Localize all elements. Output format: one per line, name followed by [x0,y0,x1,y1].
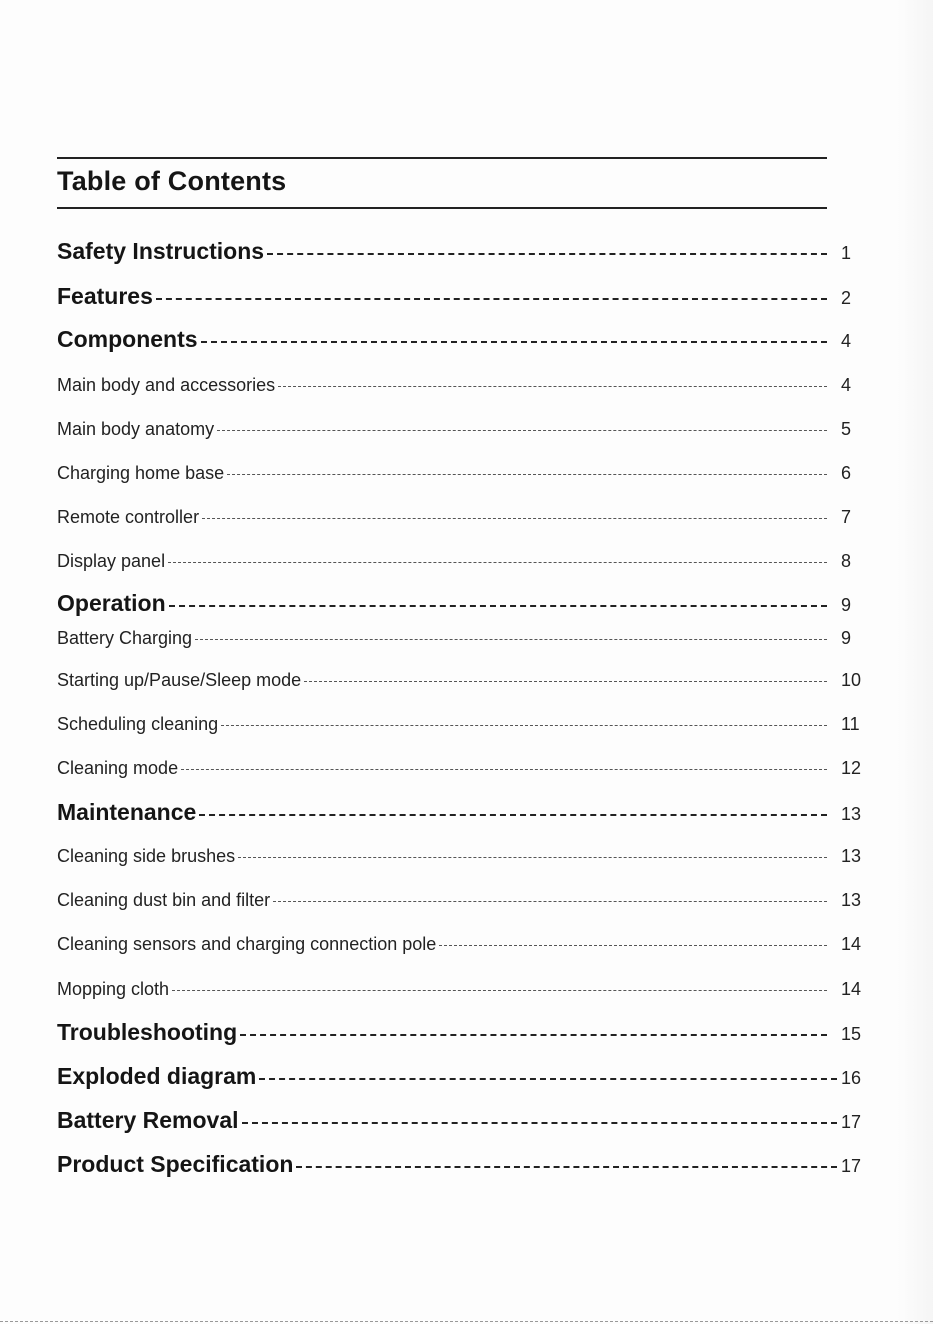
toc-entry-mopping-cloth[interactable] [57,979,867,1000]
toc-dot-leader [304,681,827,682]
toc-entry-charging-home-base[interactable] [57,463,867,484]
toc-entry-operation[interactable] [57,590,867,617]
toc-entry-label: Cleaning sensors and charging connection pole [57,934,437,954]
toc-entry-battery-charging[interactable] [57,628,867,649]
toc-entry-battery-removal[interactable] [57,1107,867,1134]
toc-dot-leader [168,562,827,563]
toc-page-number: 17 [841,1156,862,1176]
toc-page-number: 4 [841,375,852,395]
toc-entry-cleaning-sensors-and-charging-connection-pole[interactable] [57,934,867,955]
toc-page-number: 6 [841,463,852,483]
toc-dot-leader [195,639,827,640]
toc-dot-leader [238,857,827,858]
toc-entry-remote-controller[interactable] [57,507,867,528]
toc-dot-leader [240,1034,827,1036]
toc-page-number: 17 [841,1112,862,1132]
toc-page-number: 2 [841,288,852,308]
toc-entry-cleaning-dust-bin-and-filter[interactable] [57,890,867,911]
toc-page-number: 12 [841,758,862,778]
toc-dot-leader [199,814,827,816]
toc-page-number: 5 [841,419,852,439]
toc-page-number: 9 [841,628,852,648]
toc-entry-label: Main body anatomy [57,419,215,439]
toc-page-number: 4 [841,331,852,351]
toc-entry-cleaning-mode[interactable] [57,758,867,779]
toc-entry-display-panel[interactable] [57,551,867,572]
toc-entry-cleaning-side-brushes[interactable] [57,846,867,867]
toc-page-number: 13 [841,890,862,910]
toc-entry-components[interactable] [57,326,867,353]
toc-entry-label: Troubleshooting [57,1019,238,1045]
toc-dot-leader [267,253,827,255]
toc-dot-leader [242,1122,837,1124]
toc-entry-label: Safety Instructions [57,238,265,264]
toc-entry-label: Display panel [57,551,166,571]
toc-dot-leader [221,725,827,726]
toc-entry-label: Starting up/Pause/Sleep mode [57,670,302,690]
toc-page-number: 11 [841,714,860,734]
toc-dot-leader [227,474,827,475]
toc-dot-leader [156,298,827,300]
toc-entry-features[interactable] [57,283,867,310]
toc-page-number: 16 [841,1068,862,1088]
toc-entry-main-body-anatomy[interactable] [57,419,867,440]
toc-dot-leader [259,1078,837,1080]
toc-entry-label: Battery Removal [57,1107,239,1133]
toc-dot-leader [172,990,827,991]
toc-dot-leader [439,945,827,946]
toc-dot-leader [278,386,827,387]
toc-page-number: 13 [841,846,862,866]
toc-entry-label: Cleaning side brushes [57,846,236,866]
toc-entry-label: Components [57,326,198,352]
toc-dot-leader [181,769,827,770]
toc-entry-product-specification[interactable] [57,1151,867,1178]
toc-entry-troubleshooting[interactable] [57,1019,867,1046]
toc-entry-label: Main body and accessories [57,375,276,395]
toc-dot-leader [169,605,827,607]
page-title: Table of Contents [57,166,287,196]
toc-page-number: 13 [841,804,862,824]
toc-dot-leader [201,341,827,343]
toc-page-number: 1 [841,243,852,263]
toc-entry-label: Remote controller [57,507,200,527]
toc-entry-label: Cleaning mode [57,758,179,778]
toc-entry-exploded-diagram[interactable] [57,1063,867,1090]
toc-entry-label: Mopping cloth [57,979,170,999]
toc-page-number: 8 [841,551,852,571]
toc-entry-starting-up-pause-sleep-mode[interactable] [57,670,867,691]
toc-dot-leader [273,901,827,902]
toc-entry-label: Maintenance [57,799,197,825]
toc-page-number: 7 [841,507,852,527]
toc-page-number: 9 [841,595,852,615]
toc-entry-label: Battery Charging [57,628,193,648]
toc-entry-safety-instructions[interactable] [57,238,867,265]
toc-entry-main-body-and-accessories[interactable] [57,375,867,396]
toc-entry-label: Scheduling cleaning [57,714,219,734]
toc-dot-leader [202,518,827,519]
toc-entry-label: Cleaning dust bin and filter [57,890,271,910]
toc-page-number: 14 [841,934,862,954]
toc-page-number: 14 [841,979,862,999]
toc-dot-leader [217,430,827,431]
toc-page-number: 15 [841,1024,862,1044]
toc-dot-leader [296,1166,837,1168]
toc-entry-maintenance[interactable] [57,799,867,826]
toc-entry-label: Operation [57,590,166,616]
toc-entry-scheduling-cleaning[interactable] [57,714,867,735]
toc-entry-label: Charging home base [57,463,225,483]
toc-entry-label: Features [57,283,153,309]
scan-edge-shadow [897,0,933,1324]
toc-entry-label: Product Specification [57,1151,294,1177]
toc-page-number: 10 [841,670,862,690]
toc-entry-label: Exploded diagram [57,1063,257,1089]
